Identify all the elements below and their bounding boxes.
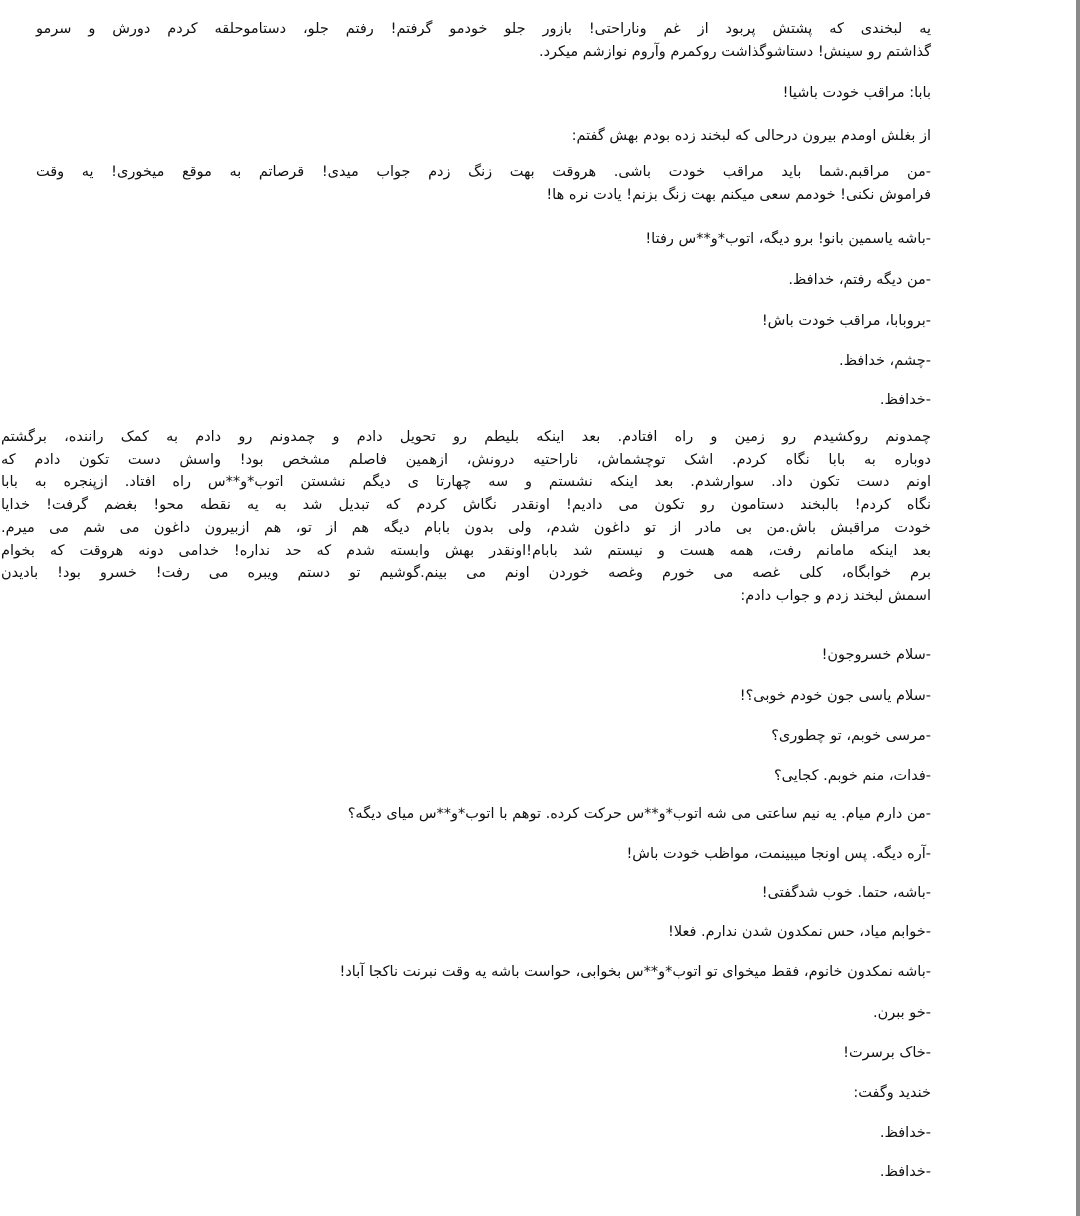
text-line: فراموش نکنی! خودمم سعی میکنم بهت زنگ بزنم! یادت نره ها! xyxy=(546,186,931,203)
paragraph-20 xyxy=(873,1003,931,1024)
paragraph-12 xyxy=(740,686,931,707)
text-line: گذاشتم رو سینش! دستاشوگذاشت روکمرم وآروم نوازشم میکرد. xyxy=(538,43,931,60)
paragraph-6 xyxy=(788,270,931,291)
text-line: -چشم، خدافظ. xyxy=(839,353,931,369)
text-line: از بغلش اومدم بیرون درحالی که لبخند زده بودم بهش گفتم: xyxy=(571,128,931,144)
paragraph-3 xyxy=(572,126,931,147)
text-line: اسمش لبخند زدم و جواب دادم: xyxy=(740,587,931,604)
text-line: چمدونم روکشیدم رو زمین و راه افتادم. بعد اینکه بلیطم رو تحویل دادم و چمدونم رو دادم به کمک راننده، برگشتم xyxy=(1,429,931,445)
paragraph-2 xyxy=(783,83,931,104)
paragraph-14 xyxy=(774,766,931,787)
text-line: -سلام خسروجون! xyxy=(821,647,931,663)
text-line: دوباره به بابا نگاه کردم. اشک توچشماش، ناراحتیه درونش، ازهمین فاصلم مشخص بود! واسش دست تکون دادم که xyxy=(1,451,931,468)
paragraph-10 xyxy=(1,426,931,608)
text-line: نگاه کردم! بالبخند دستامون رو تکون می دادیم! اونقدر نگاش کردم که تبدیل شد به یه نقطه محو! بغضم گرفت! خدایا xyxy=(1,497,931,514)
text-line: خندید وگفت: xyxy=(853,1085,931,1101)
paragraph-15 xyxy=(348,804,931,825)
paragraph-13 xyxy=(771,726,931,747)
text-line: یه لبخندی که پشتش پربود از غم وناراحتی! بازور جلو خودمو گرفتم! رفتم جلو، دستاموحلقه کردم دورش و سرمو xyxy=(36,21,931,37)
paragraph-18 xyxy=(668,922,931,943)
paragraph-22 xyxy=(853,1083,931,1104)
paragraph-16 xyxy=(626,844,931,865)
text-line: -خاک برسرت! xyxy=(843,1045,931,1061)
text-line: -سلام یاسی جون خودم خوبی؟! xyxy=(739,688,931,704)
paragraph-5 xyxy=(645,229,931,250)
paragraph-11 xyxy=(822,645,931,666)
text-line: -باشه نمکدون خانوم، فقط میخوای تو اتوب*و**س بخوابی، حواست باشه یه وقت نبرنت ناکجا آباد! xyxy=(339,964,931,980)
text-line: اونم دست تکون داد. سوارشدم. بعد اینکه نشستم و سه چهارتا ی دیگم نشستن اتوب*و**س راه افتاد. ازپنجره به بابا xyxy=(1,474,931,491)
text-line: -خدافظ. xyxy=(879,392,931,408)
text-line: برم خوابگاه، کلی غصه می خورم وغصه خوردن اونم می بینم.گوشیم تو دستم ویبره می رفت! خسرو بود! بادیدن xyxy=(1,565,931,582)
paragraph-17 xyxy=(762,883,931,904)
paragraph-7 xyxy=(762,311,931,332)
paragraph-21 xyxy=(843,1043,931,1064)
paragraph-8 xyxy=(839,351,931,372)
text-line: -خوابم میاد، حس نمکدون شدن ندارم. فعلا! xyxy=(668,924,931,940)
text-line: -بروبابا، مراقب خودت باش! xyxy=(761,313,931,329)
text-line: بعد اینکه مامانم رفت، همه هست و نیستم شد بابام!اونقدر بهش وابسته شدم که حد نداره! خدامی دونه هروقت که بخوام xyxy=(1,542,931,559)
paragraph-23 xyxy=(880,1123,931,1144)
paragraph-4 xyxy=(36,161,931,206)
text-line: -فدات، منم خوبم. کجایی؟ xyxy=(773,768,931,784)
text-line: -مرسی خوبم، تو چطوری؟ xyxy=(771,728,931,744)
text-line: -خدافظ. xyxy=(879,1125,931,1141)
text-line: -خو ببرن. xyxy=(873,1005,931,1021)
text-line: بابا: مراقب خودت باشیا! xyxy=(782,85,931,101)
text-line: -من دیگه رفتم، خدافظ. xyxy=(788,272,931,288)
text-line: -باشه، حتما. خوب شدگفتی! xyxy=(761,885,931,901)
text-line: -خدافظ. xyxy=(879,1164,931,1180)
paragraph-9 xyxy=(880,390,931,411)
paragraph-24 xyxy=(880,1162,931,1183)
text-line: -من دارم میام. یه نیم ساعتی می شه اتوب*و**س حرکت کرده. توهم با اتوب*و**س میای دیگه؟ xyxy=(347,806,931,822)
text-line: خودت مراقبش باش.من بی مادر از تو داغون شدم، ولی بدون بابام دیگه هم از تو، هم ازبیرون داغون می شم می میرم. xyxy=(1,519,931,536)
text-line: -من مراقبم.شما باید مراقب خودت باشی. هروقت بهت زنگ زدم جواب میدی! قرصاتم به موقع میخوری! یه وقت xyxy=(36,164,931,180)
text-line: -آره دیگه. پس اونجا میبینمت، مواظب خودت باش! xyxy=(626,846,931,862)
paragraph-1 xyxy=(36,18,931,63)
paragraph-19 xyxy=(340,962,932,983)
text-line: -باشه یاسمین بانو! برو دیگه، اتوب*و**س رفتا! xyxy=(645,231,931,247)
